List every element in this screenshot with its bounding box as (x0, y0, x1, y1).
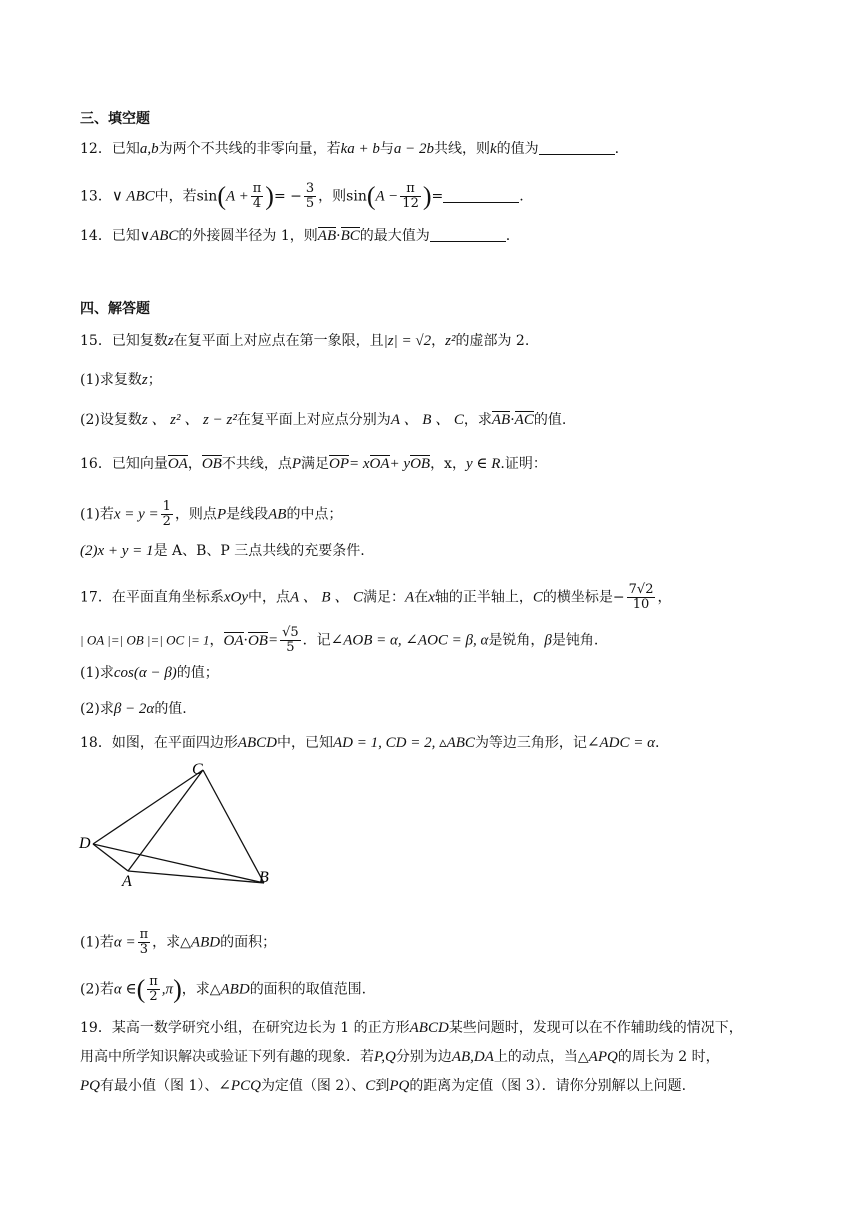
frac-num: π (139, 927, 149, 942)
q14-end: . (505, 228, 511, 244)
q18-p1abd: ABD (190, 934, 221, 951)
q15-z2: z² (445, 333, 456, 349)
q12-text: 的值为 (496, 141, 539, 157)
q14-number: 14． (80, 228, 112, 244)
q12-vectors: a,b (139, 141, 159, 157)
q13-expr: A + (225, 188, 249, 205)
edge-cb (203, 770, 264, 883)
q19-pcq: ∠PCQ (218, 1078, 261, 1094)
section-answer: 四、解答题 (80, 301, 150, 317)
q18-p1c: 的面积； (220, 934, 277, 951)
q17-part2 (80, 699, 187, 719)
paren: ) (173, 974, 182, 1004)
q15-part2 (80, 410, 566, 430)
q14-abc: ABC (150, 228, 179, 244)
q17-text: ， (657, 589, 672, 606)
q17-p1: (1)求 (80, 665, 114, 681)
q19-pq: PQ (389, 1078, 410, 1094)
dot: · (510, 412, 515, 428)
q18-cond: AD = 1, CD = 2, ▵ABC (333, 735, 475, 751)
q19-text: 某高一数学研究小组，在研究边长为 1 的正方形 (111, 1020, 410, 1036)
q15-part1 (80, 370, 162, 390)
q15-p2d: 的值. (533, 412, 567, 428)
q17-p1end: 的值； (176, 665, 219, 681)
q16-text: 满足 (301, 456, 329, 472)
q18-end: . (655, 735, 660, 751)
q16-p1d: 的中点； (286, 506, 343, 523)
q17-text: 是锐角， (488, 632, 545, 649)
frac-num: π (149, 974, 158, 989)
q17-text: 满足： (363, 589, 406, 606)
q17-text: 在平面直角坐标系 (111, 589, 224, 606)
q16-text: .证明： (500, 456, 547, 472)
q13-expr: A − (375, 188, 399, 205)
q19-text: 分别为边 (395, 1049, 452, 1065)
question-13 (80, 182, 524, 211)
q18-p2a: (2)若 (80, 981, 114, 998)
question-15 (80, 331, 529, 351)
q18-text: 为等边三角形，记 (474, 735, 587, 751)
q19-pq: PQ (80, 1078, 100, 1094)
label-a: A (122, 873, 132, 888)
q15-z: z (167, 333, 174, 349)
q17-text: ．记 (302, 632, 331, 649)
q19-text: 有最小值（图 1）、 (100, 1078, 219, 1094)
question-16 (80, 454, 547, 474)
q18-text: 如图，在平面四边形 (111, 735, 238, 751)
paren: ( (136, 974, 146, 1004)
frac-num: π (400, 182, 421, 197)
q18-pi2: ,π (161, 981, 174, 998)
frac-num: 7√2 (628, 582, 654, 597)
q16-number: 16． (80, 456, 112, 472)
frac-den: 12 (402, 196, 419, 211)
q18-p1alpha: α = (113, 934, 136, 951)
q16-yr: y ∈ R (465, 456, 501, 472)
q15-text: ， (431, 333, 446, 349)
q14-text: 已知∨ (111, 228, 151, 244)
q15-p2pts: A 、 B 、 C (390, 412, 464, 428)
q18-angle: ∠ADC = α (586, 735, 656, 751)
q17-pts: A 、 B 、 C (289, 589, 364, 606)
q12-text: 为两个不共线的非零向量，若 (158, 141, 341, 157)
q16-p1a: (1)若 (80, 506, 114, 523)
q18-p2abd: ABD (220, 981, 250, 998)
q19-line3 (80, 1076, 686, 1096)
q17-beta: β (544, 632, 552, 649)
edge-ac (128, 770, 203, 871)
q13-text: 中，若 (154, 188, 197, 205)
q12-expr1: ka + b (340, 141, 380, 157)
section-fill-in: 三、填空题 (80, 111, 150, 127)
fraction (400, 182, 421, 211)
paren: ( (217, 181, 226, 211)
q18-p1b: ，求△ (152, 934, 191, 951)
paren: ) (265, 181, 274, 211)
fraction (161, 500, 173, 529)
q18-p2c: 的面积的取值范围. (249, 981, 367, 998)
q12-text: 与 (379, 141, 394, 157)
q17-p2end: 的值. (154, 701, 187, 717)
vector-ab: AB (491, 412, 511, 428)
q18-p2b: ，求△ (181, 981, 221, 998)
frac-den: 2 (149, 989, 158, 1004)
q17-angles: ∠AOB = α, ∠AOC = β, α (330, 632, 489, 649)
q13-sin: sin (346, 188, 367, 205)
q19-text: 上的动点，当△ (493, 1049, 589, 1065)
q13-end: . (519, 188, 524, 205)
q13-eq: = − (273, 188, 302, 205)
q19-abcd: ABCD (409, 1020, 449, 1036)
answer-blank[interactable] (430, 227, 506, 242)
frac-num: √5 (282, 625, 299, 640)
q18-p1a: (1)若 (80, 934, 114, 951)
q17-p1expr: cos(α − β) (113, 665, 177, 681)
q18-text: 中，已知 (277, 735, 333, 751)
q16-p: P (291, 456, 301, 472)
frac-num: π (252, 181, 262, 196)
q16-p1p: P (216, 506, 227, 523)
q17-text: 中，点 (247, 589, 290, 606)
q17-c: C (532, 589, 543, 606)
label-d: D (79, 835, 91, 852)
q13-text: ，则 (318, 188, 347, 205)
q12-expr2: a − 2b (393, 141, 434, 157)
frac-den: 5 (305, 196, 315, 211)
q14-text: 的外接圆半径为 1，则 (178, 228, 318, 244)
q15-p2b: 在复平面上对应点分别为 (236, 412, 391, 428)
fraction (304, 182, 316, 211)
q18-p2alpha: α ∈ (113, 981, 137, 998)
fraction (251, 182, 264, 211)
frac-den: 2 (162, 514, 171, 529)
q16-p1c: 是线段 (226, 506, 269, 523)
q13-number: 13． (80, 188, 112, 205)
q19-text: 的周长为 2 时， (617, 1049, 720, 1065)
q18-part2 (80, 975, 366, 1004)
q19-text: 为定值（图 2）、 (260, 1078, 366, 1094)
q15-text: 在复平面上对应点在第一象限，且 (173, 333, 384, 349)
q17-a: A (405, 589, 415, 606)
q15-number: 15． (80, 333, 112, 349)
q19-text: 到 (375, 1078, 390, 1094)
q16-part2 (80, 541, 365, 561)
q19-abda: AB,DA (451, 1049, 494, 1065)
frac-den: 10 (632, 597, 650, 612)
quadrilateral-figure (76, 758, 286, 888)
q16-plus: + y (389, 456, 411, 472)
vector-ob: OB (201, 456, 222, 472)
q12-text: 已知 (111, 141, 140, 157)
q19-apq: APQ (588, 1049, 618, 1065)
q16-p1b: ，则点 (174, 506, 217, 523)
q13-sin: sin (196, 188, 218, 205)
question-19 (80, 1018, 743, 1038)
q12-text: 共线，则 (433, 141, 490, 157)
q15-text: 已知复数 (111, 333, 168, 349)
frac-num: 3 (305, 181, 315, 196)
fraction (138, 928, 151, 957)
q17-number: 17． (80, 589, 112, 606)
q13-triangle: ∨ ABC (111, 188, 155, 205)
q15-p1end: ； (147, 372, 162, 388)
q19-line2 (80, 1047, 720, 1067)
label-c: C (192, 761, 203, 778)
q19-c: C (365, 1078, 376, 1094)
q16-p1eq: x = y = (113, 506, 159, 523)
q19-text: 某些问题时，发现可以在不作辅助线的情况下， (448, 1020, 743, 1036)
q15-p2vals: z 、 z² 、 z − z² (141, 412, 237, 428)
vector-oa: OA (369, 456, 390, 472)
q16-eq: = x (349, 456, 370, 472)
q17-p2expr: β − 2α (113, 701, 155, 717)
q18-number: 18． (80, 735, 112, 751)
q12-number: 12． (80, 141, 112, 157)
q12-k: k (489, 141, 497, 157)
frac-den: 5 (286, 640, 295, 655)
q17-line2: | OA |=| OB |=| OC |= 1，OA·OB= $\frac{√5}{5}$ ．记∠AOB = α, ∠AOC = β, α是锐角，β是钝角. (80, 625, 599, 655)
q15-abs: |z| = √2 (383, 333, 432, 349)
answer-blank[interactable] (443, 188, 519, 203)
question-12 (80, 139, 619, 159)
q15-p1: (1)求复数 (80, 372, 142, 388)
q16-p1ab: AB (268, 506, 287, 523)
q18-abcd: ABCD (237, 735, 277, 751)
q16-comma: ， (187, 456, 202, 472)
q17-eq: = (267, 632, 279, 649)
vector-bc: BC (340, 228, 360, 244)
q19-number: 19． (80, 1020, 112, 1036)
q16-p2eq: (2)x + y = 1 (80, 543, 154, 559)
dot: · (243, 632, 248, 649)
q16-part1 (80, 500, 342, 529)
q17-part1 (80, 663, 219, 683)
q17-xoy: xOy (223, 589, 248, 606)
vector-ac: AC (514, 412, 534, 428)
paren: ( (366, 181, 376, 211)
edge-ab (128, 871, 264, 883)
q16-text: 不共线，点 (221, 456, 292, 472)
q16-p2t: 是 A、B、P 三点共线的充要条件. (153, 543, 365, 559)
answer-blank[interactable] (539, 140, 615, 155)
q19-text: 的距离为定值（图 3）．请你分别解以上问题. (409, 1078, 687, 1094)
q17-text: 轴的正半轴上， (434, 589, 533, 606)
q19-text: 用高中所学知识解决或验证下列有趣的现象．若 (80, 1049, 374, 1065)
vector-op: OP (329, 456, 349, 472)
q15-p1z: z (141, 372, 148, 388)
q17-mods: | OA |=| OB |=| OC |= 1 (80, 632, 210, 648)
label-b: B (259, 869, 269, 886)
vector-oa: OA (223, 632, 244, 649)
q15-p2a: (2)设复数 (80, 412, 142, 428)
paren: ) (422, 181, 432, 211)
q17-x: x (428, 589, 435, 606)
q17-neg: − (612, 589, 625, 606)
fraction (280, 626, 301, 655)
q15-text: 的虚部为 2. (455, 333, 530, 349)
frac-num: 1 (162, 499, 171, 514)
dot: · (336, 228, 341, 244)
q12-end: . (614, 141, 620, 157)
q16-text: ，x， (430, 456, 466, 472)
question-14 (80, 226, 510, 246)
vector-ab: AB (317, 228, 337, 244)
q17-p2: (2)求 (80, 701, 114, 717)
q19-pq: P,Q (374, 1049, 396, 1065)
question-18 (80, 733, 659, 753)
q15-p2c: ，求 (463, 412, 492, 428)
q18-part1 (80, 928, 276, 957)
vector-ob: OB (247, 632, 268, 649)
edge-dc (93, 770, 203, 844)
vector-ob: OB (410, 456, 431, 472)
frac-den: 4 (252, 196, 262, 211)
frac-den: 3 (139, 942, 148, 957)
q17-text: 是钝角. (551, 632, 599, 649)
fraction (147, 975, 160, 1004)
q17-text: 在 (414, 589, 429, 606)
question-17 (80, 583, 671, 612)
q13-eq: = (431, 188, 444, 205)
q16-text: 已知向量 (111, 456, 168, 472)
fraction (627, 583, 656, 612)
q17-text: 的横坐标是 (542, 589, 613, 606)
vector-oa: OA (167, 456, 188, 472)
q14-text: 的最大值为 (359, 228, 430, 244)
